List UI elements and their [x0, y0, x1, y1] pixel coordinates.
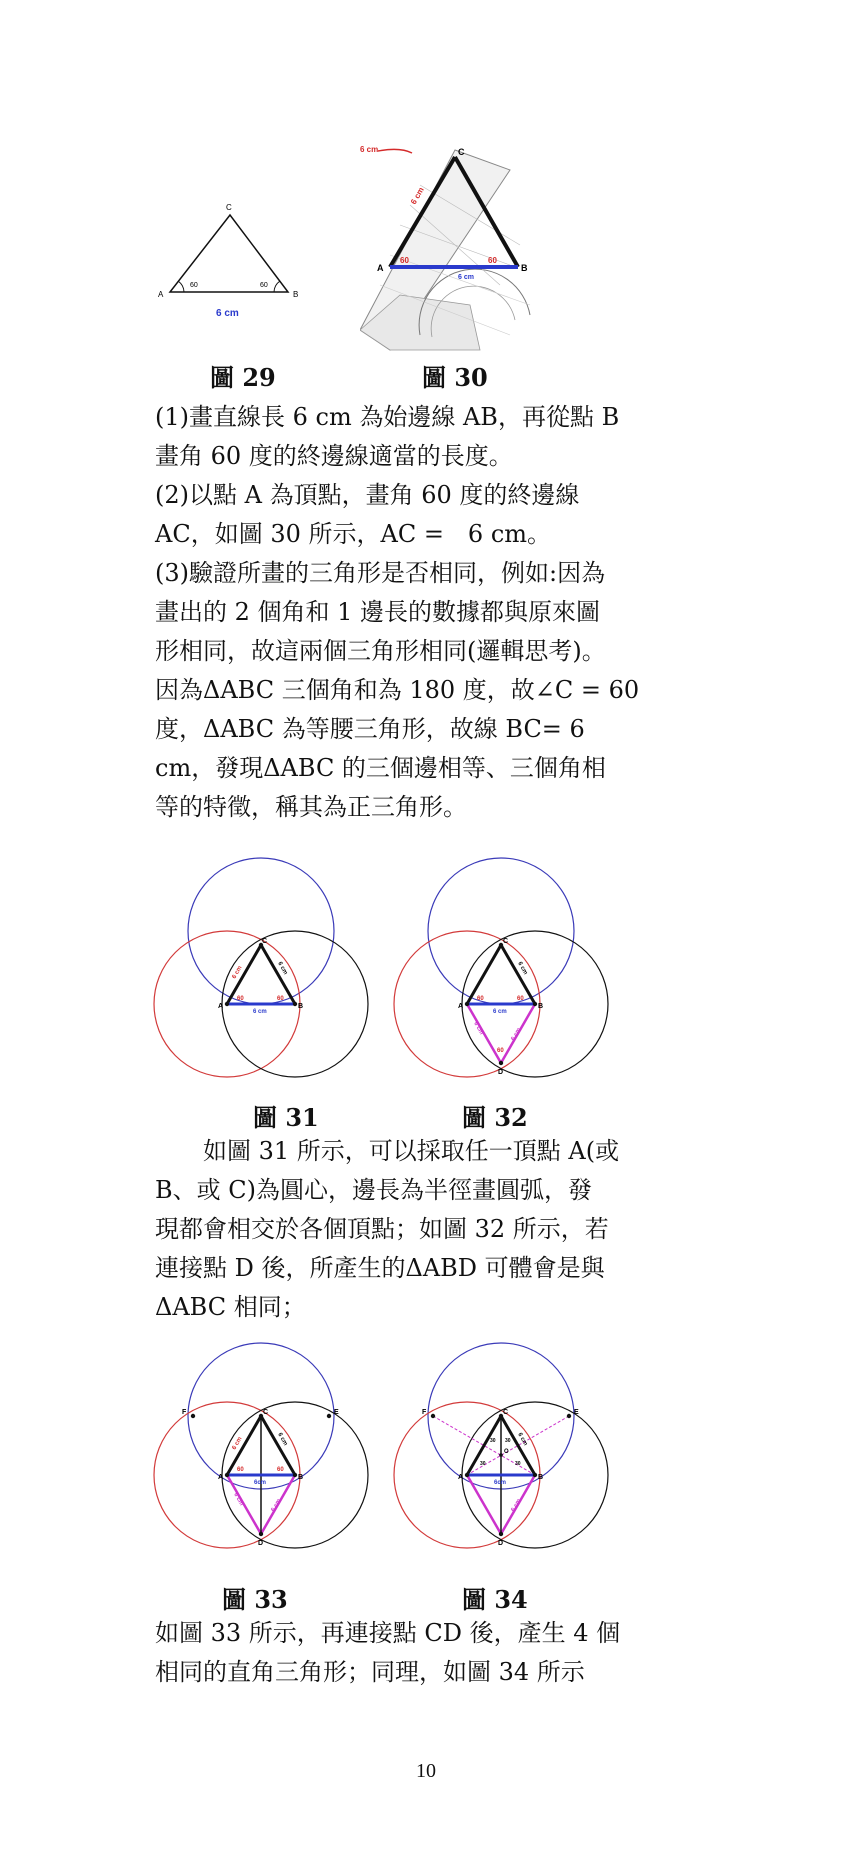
- angle-label-a: 60: [190, 282, 198, 289]
- base-label: 6cm: [254, 1480, 267, 1486]
- circle-c: [428, 858, 574, 1004]
- vertex-label-b: B: [298, 1003, 304, 1010]
- side-bd-label: 6 cm: [510, 1027, 523, 1042]
- angle-label-b: 60: [488, 256, 497, 265]
- figure-33: [150, 1340, 380, 1580]
- angle-label-a: 60: [237, 996, 244, 1002]
- text-line: 度，ΔABC 為等腰三角形，故線 BC= 6: [155, 715, 585, 743]
- side-ad-label: 6 cm: [472, 1021, 485, 1036]
- point-b: [293, 1473, 297, 1477]
- point-d: [499, 1532, 503, 1536]
- angle-label-b: 60: [277, 1467, 284, 1473]
- text-line: (2)以點 A 為頂點，畫角 60 度的終邊線: [155, 481, 580, 509]
- vertex-label-e: E: [334, 1409, 339, 1416]
- figure-30: [360, 145, 580, 355]
- vertex-label-e: E: [574, 1409, 579, 1416]
- point-f: [191, 1414, 195, 1418]
- figure-31-caption: 圖 31: [253, 1103, 319, 1132]
- paragraph-2: [155, 1132, 655, 1327]
- figure-32: [390, 855, 620, 1095]
- figure-33-caption: 圖 33: [222, 1585, 288, 1614]
- text-line: 因為ΔABC 三個角和為 180 度，故∠C = 60: [155, 676, 640, 704]
- side-bc-label: 6 cm: [276, 961, 289, 976]
- point-a: [225, 1473, 229, 1477]
- vertex-label-d: D: [258, 1540, 264, 1547]
- text-line: 相同的直角三角形；同理，如圖 34 所示: [155, 1658, 585, 1686]
- text-line: AC，如圖 30 所示，AC = 6 cm。: [155, 520, 552, 548]
- text-line: 現都會相交於各個頂點；如圖 32 所示，若: [155, 1215, 609, 1243]
- side-ad-label: 6 cm: [232, 1492, 245, 1507]
- vertex-label-c: C: [262, 938, 268, 945]
- vertex-label-d: D: [498, 1069, 504, 1076]
- vertex-label-c: C: [503, 938, 509, 945]
- circle-c: [188, 858, 334, 1004]
- vertex-label-a: A: [458, 1474, 464, 1481]
- vertex-label-c: C: [263, 1409, 269, 1416]
- figure-30-caption: 圖 30: [422, 363, 488, 392]
- point-e: [327, 1414, 331, 1418]
- text-line: B、或 C)為圓心，邊長為半徑畫圓弧，發: [155, 1176, 592, 1204]
- point-a: [465, 1473, 469, 1477]
- vertex-label-b: B: [293, 290, 299, 299]
- base-label: 6 cm: [493, 1009, 507, 1015]
- angle-label: 30: [490, 1438, 496, 1444]
- vertex-label-b: B: [521, 263, 528, 273]
- point-b: [533, 1002, 537, 1006]
- point-d: [259, 1532, 263, 1536]
- angle-label-a: 60: [400, 256, 409, 265]
- figure-29-caption: 圖 29: [210, 363, 276, 392]
- vertex-label-b: B: [298, 1474, 304, 1481]
- point-f: [431, 1414, 435, 1418]
- text-line: 畫出的 2 個角和 1 邊長的數據都與原來圖: [155, 598, 601, 626]
- figure-31: [150, 855, 380, 1095]
- ruler-protractor-image: [360, 150, 530, 350]
- vertex-label-b: B: [538, 1474, 544, 1481]
- angle-label-a: 60: [477, 996, 484, 1002]
- text-line: 等的特徵，稱其為正三角形。: [155, 793, 467, 821]
- figure-29: [150, 200, 330, 330]
- figure-32-caption: 圖 32: [462, 1103, 528, 1132]
- vertex-label-a: A: [158, 290, 164, 299]
- side-bd-label: 6 cm: [510, 1498, 523, 1513]
- text-line: 如圖 33 所示，再連接點 CD 後，產生 4 個: [155, 1619, 621, 1647]
- vertex-label-b: B: [538, 1003, 544, 1010]
- side-ac-line: [467, 945, 501, 1004]
- figure-34: [390, 1340, 620, 1580]
- text-line: 形相同，故這兩個三角形相同(邏輯思考)。: [155, 637, 606, 665]
- point-a: [225, 1002, 229, 1006]
- angle-arc-b: [274, 281, 280, 292]
- text-line: 連接點 D 後，所產生的ΔABD 可體會是與: [155, 1254, 605, 1282]
- text-line: cm，發現ΔABC 的三個邊相等、三個角相: [155, 754, 606, 782]
- side-bd-label: 6 cm: [270, 1498, 283, 1513]
- point-o: [499, 1453, 503, 1457]
- side-ac-label: 6 cm: [231, 1436, 244, 1451]
- side-ac-label: 6 cm: [408, 185, 426, 206]
- angle-label: 30: [515, 1461, 521, 1467]
- paragraph-3: [155, 1614, 655, 1692]
- base-label: 6cm: [494, 1480, 507, 1486]
- point-d: [499, 1061, 503, 1065]
- vertex-label-a: A: [218, 1003, 224, 1010]
- figure-34-caption: 圖 34: [462, 1585, 528, 1614]
- text-line: 畫角 60 度的終邊線適當的長度。: [155, 442, 513, 470]
- angle-label-a: 60: [237, 1467, 244, 1473]
- vertex-label-a: A: [218, 1474, 224, 1481]
- angle-label-d: 60: [497, 1048, 504, 1054]
- base-label: 6 cm: [253, 1009, 267, 1015]
- angle-label-b: 60: [277, 996, 284, 1002]
- callout-arrow: [378, 149, 412, 153]
- angle-label: 30: [505, 1438, 511, 1444]
- point-a: [465, 1002, 469, 1006]
- vertex-label-a: A: [458, 1003, 464, 1010]
- callout-label: 6 cm: [360, 145, 379, 154]
- vertex-label-a: A: [377, 263, 384, 273]
- point-b: [293, 1002, 297, 1006]
- text-line: (1)畫直線長 6 cm 為始邊線 AB，再從點 B: [155, 403, 620, 431]
- text-line: (3)驗證所畫的三角形是否相同，例如:因為: [155, 559, 606, 587]
- text-line: 如圖 31 所示，可以採取任一頂點 A(或: [155, 1137, 620, 1165]
- vertex-label-f: F: [182, 1409, 187, 1416]
- point-b: [533, 1473, 537, 1477]
- base-label: 6 cm: [458, 274, 474, 281]
- paragraph-1: [155, 398, 655, 827]
- angle-arc-a: [178, 281, 184, 292]
- angle-label: 30: [480, 1461, 486, 1467]
- angle-label-b: 60: [260, 282, 268, 289]
- side-bc-label: 6 cm: [516, 961, 529, 976]
- triangle: [170, 215, 288, 292]
- vertex-label-f: F: [422, 1409, 427, 1416]
- vertex-label-o: O: [504, 1449, 509, 1455]
- page-number: 10: [416, 1760, 436, 1782]
- point-e: [567, 1414, 571, 1418]
- vertex-label-c: C: [226, 203, 232, 212]
- vertex-label-c: C: [458, 147, 465, 157]
- side-bc-label: 6 cm: [276, 1432, 289, 1447]
- vertex-label-c: C: [503, 1409, 509, 1416]
- angle-label-b: 60: [517, 996, 524, 1002]
- vertex-label-d: D: [498, 1540, 504, 1547]
- text-line: ΔABC 相同；: [155, 1293, 306, 1321]
- side-ac-label: 6 cm: [231, 965, 244, 980]
- base-label: 6 cm: [216, 308, 239, 319]
- side-bc-label: 6 cm: [516, 1432, 529, 1447]
